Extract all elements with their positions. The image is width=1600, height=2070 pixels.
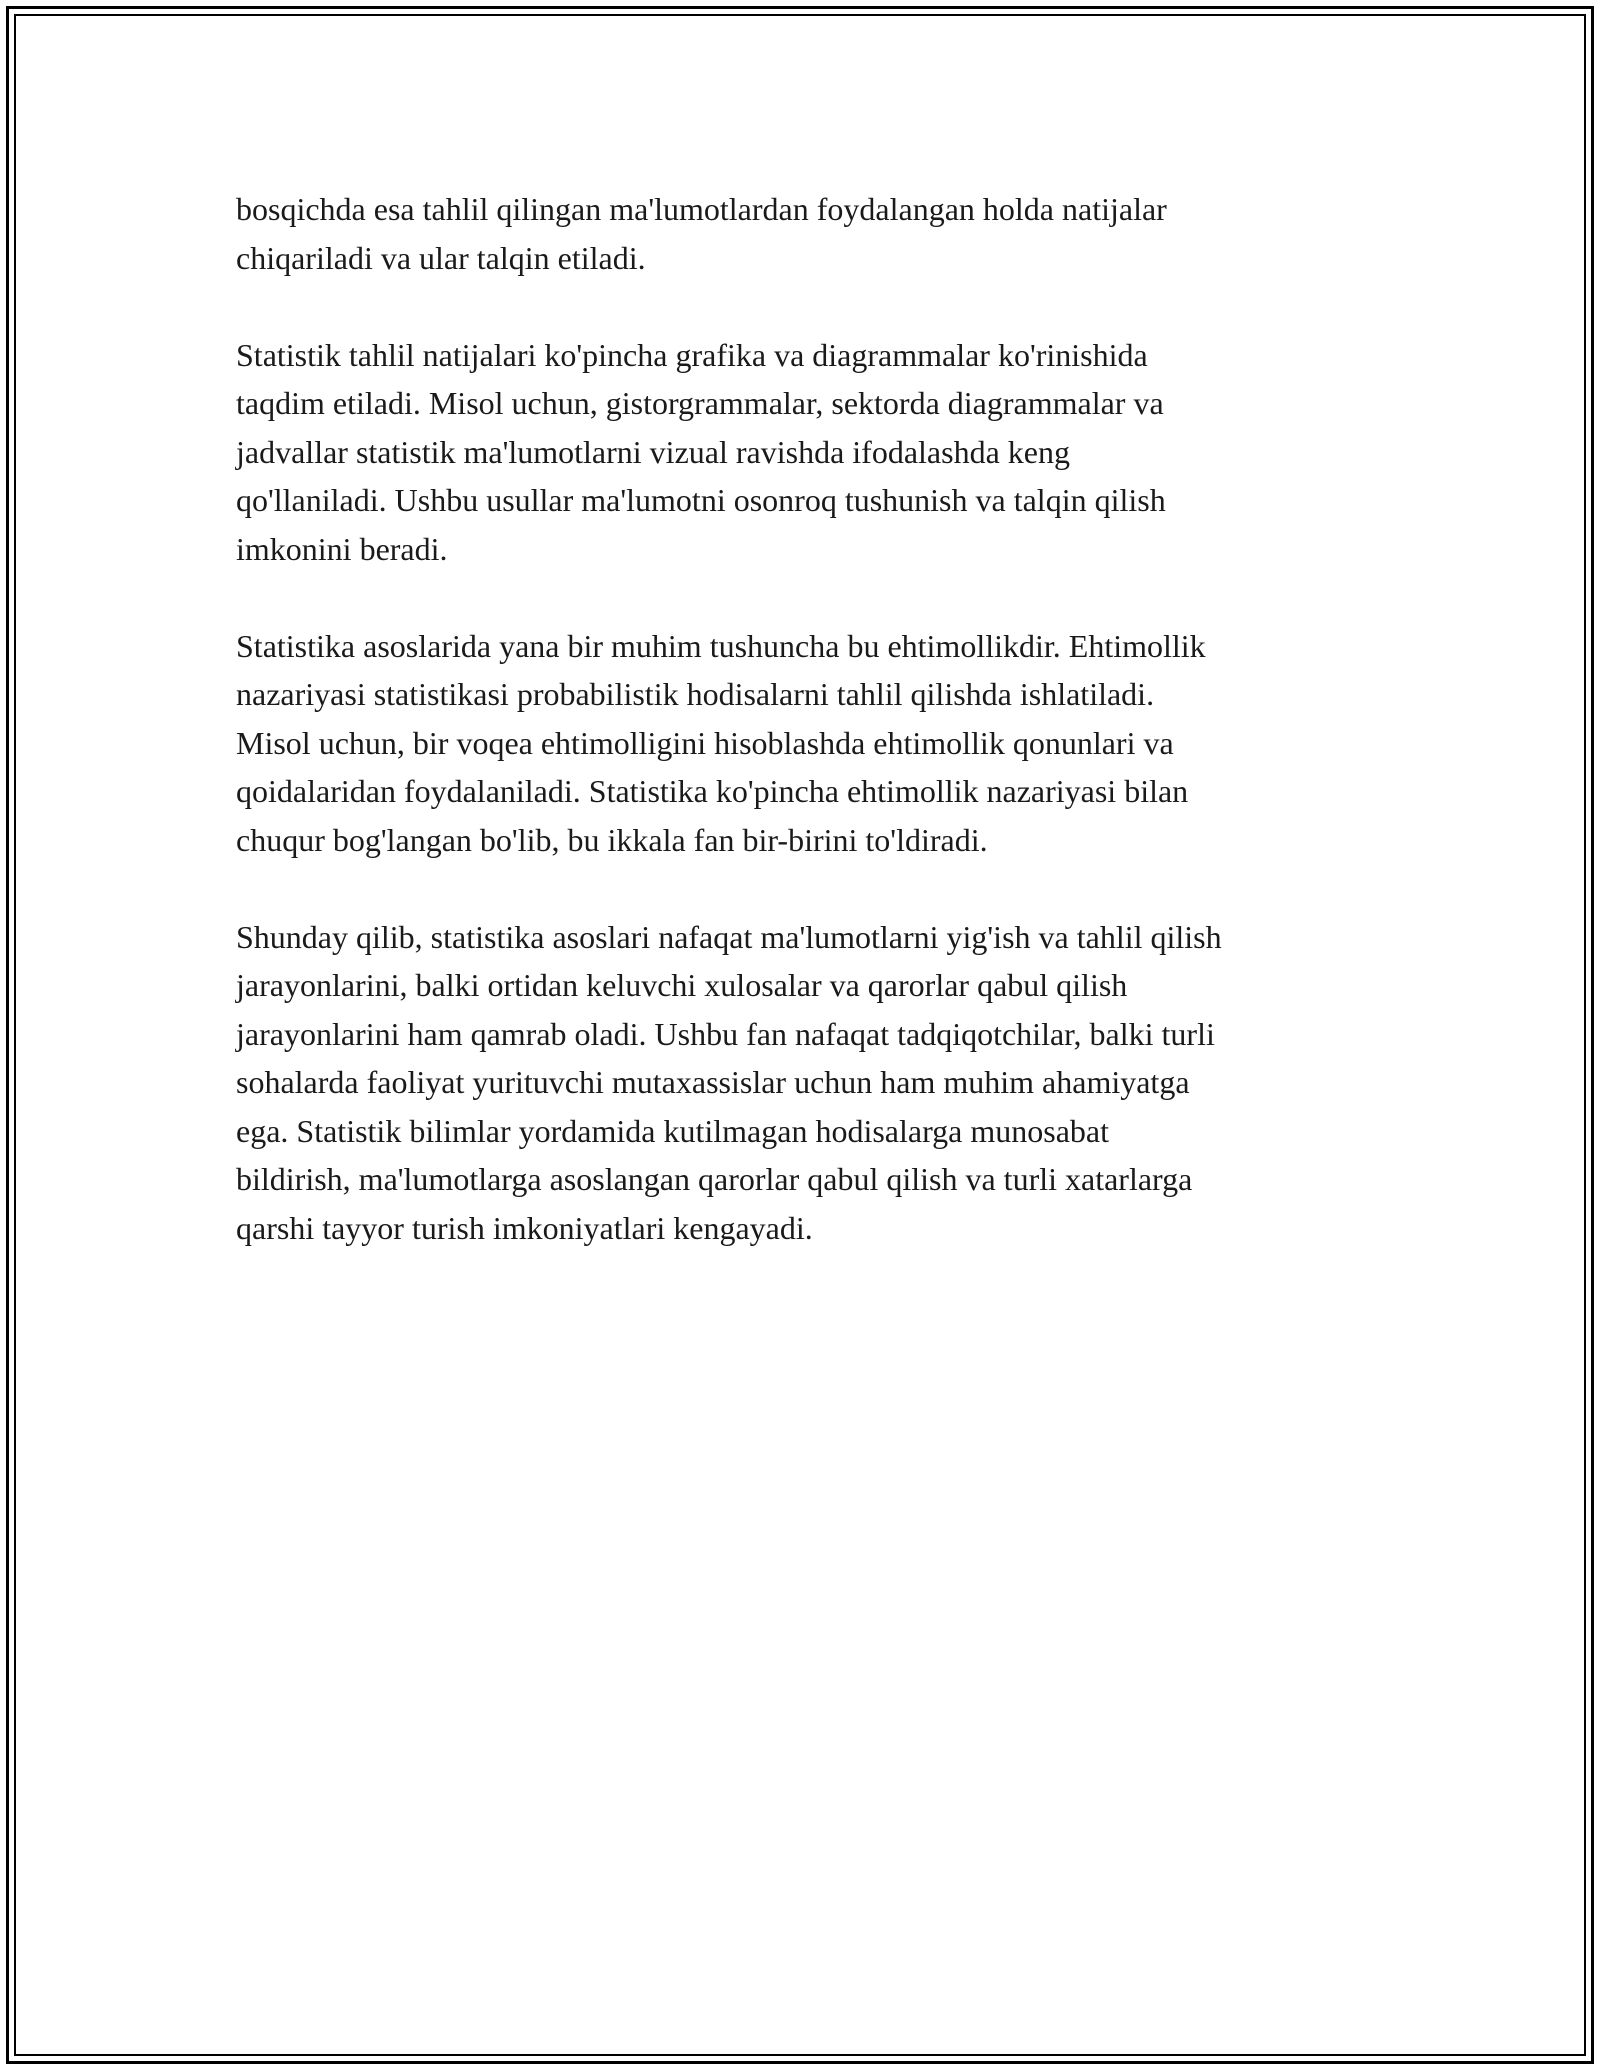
- paragraph-3: [236, 622, 1366, 865]
- text-line: bildirish, ma'lumotlarga asoslangan qarorlar qabul qilish va turli xatarlarga: [236, 1161, 1193, 1197]
- paragraph-2: [236, 331, 1366, 574]
- text-line: jarayonlarini ham qamrab oladi. Ushbu fan nafaqat tadqiqotchilar, balki turli: [236, 1015, 1215, 1052]
- text-line: Misol uchun, bir voqea ehtimolligini hisoblashda ehtimollik qonunlari va: [236, 724, 1174, 761]
- text-line: jadvallar statistik ma'lumotlarni vizual ravishda ifodalashda keng: [236, 433, 1070, 470]
- text-line: nazariyasi statistikasi probabilistik hodisalarni tahlil qilishda ishlatiladi.: [236, 676, 1155, 712]
- text-line: imkonini beradi.: [236, 530, 448, 567]
- text-line: jarayonlarini, balki ortidan keluvchi xulosalar va qarorlar qabul qilish: [236, 967, 1128, 1003]
- text-line: Statistika asoslarida yana bir muhim tushuncha bu ehtimollikdir. Ehtimollik: [236, 627, 1206, 664]
- text-line: Statistik tahlil natijalari ko'pincha grafika va diagrammalar ko'rinishida: [236, 336, 1148, 373]
- paragraph-1: [236, 185, 1366, 282]
- text-line: sohalarda faoliyat yurituvchi mutaxassislar uchun ham muhim ahamiyatga: [236, 1064, 1190, 1100]
- text-line: ega. Statistik bilimlar yordamida kutilmagan hodisalarga munosabat: [236, 1112, 1109, 1149]
- text-line: qarshi tayyor turish imkoniyatlari kengayadi.: [236, 1209, 813, 1246]
- text-line: taqdim etiladi. Misol uchun, gistorgrammalar, sektorda diagrammalar va: [236, 385, 1164, 421]
- text-line: qo'llaniladi. Ushbu usullar ma'lumotni osonroq tushunish va talqin qilish: [236, 482, 1166, 518]
- text-line: qoidalaridan foydalaniladi. Statistika ko'pincha ehtimollik nazariyasi bilan: [236, 773, 1189, 809]
- document-body: [236, 185, 1366, 1301]
- text-line: bosqichda esa tahlil qilingan ma'lumotlardan foydalangan holda natijalar: [236, 191, 1167, 227]
- text-line: chiqariladi va ular talqin etiladi.: [236, 239, 646, 276]
- paragraph-4: [236, 913, 1366, 1253]
- text-line: chuqur bog'langan bo'lib, bu ikkala fan bir-birini to'ldiradi.: [236, 821, 988, 858]
- text-line: Shunday qilib, statistika asoslari nafaqat ma'lumotlarni yig'ish va tahlil qilish: [236, 918, 1222, 955]
